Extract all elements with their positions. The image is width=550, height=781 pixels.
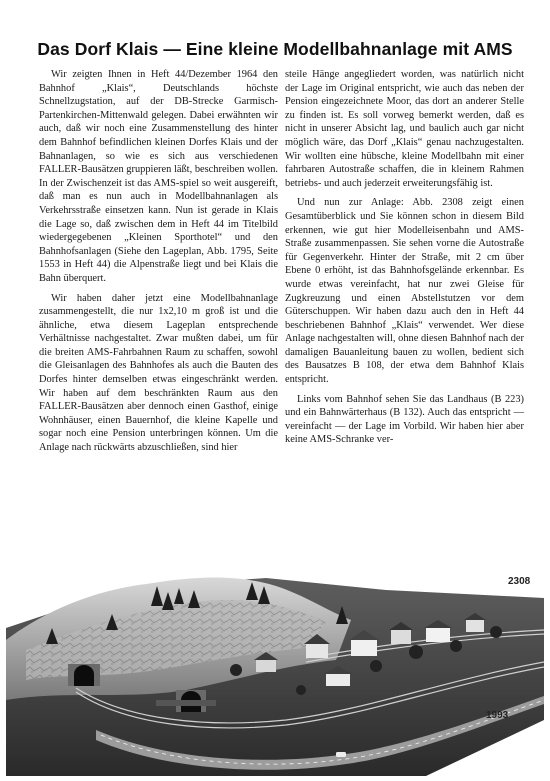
paragraph: Und nun zur Anlage: Abb. 2308 zeigt einen Gesamtüberblick und Sie können schon in diesem Bild erkennen, wie gut hier Modelleisenbahn und AMS-Straße zusammenpassen. Sie sehen vorne die Autostraße für Gegenverkehr. Hinter der Straße, mit 2 cm über Ebene 0 erhöht, ist das Bahnhofsgelände erkennbar. Es wurde etwas vereinfacht, hat nur zwei Gleise für Zugkreuzung und einen Abstellstutzen vor dem Güterschuppen. Wir haben dazu auch den in Heft 44 beschriebenen Bahnhof „Klais“ verwendet. Wer diese Anlage nachgestalten will, ohne diesen Bahnhof nach der damaligen Bauanleitung bauen zu wollen, bedient sich des Bausatzes B 108, der etwa dem Bahnhof Klais entspricht. [285,197,524,386]
article-title: Das Dorf Klais — Eine kleine Modellbahnanlage mit AMS [37,39,513,59]
right-column [285,68,524,447]
paragraph: Wir zeigten Ihnen in Heft 44/Dezember 1964 den Bahnhof „Klais“, Deutschlands höchste Schnellzugstation, auf der DB-Strecke Garmisch-Partenkirchen-Mittenwald gelegen. Dabei erwähnten wir auch, daß wir noch eine Zusammenstellung des hinter dem Bahnhof befindlichen kleinen Dorfes Klais und der Bahnanlagen, so wie es sich aus verschiedenen FALLER-Bausätzen gruppieren läßt, beschreiben wollen. In der Zwischenzeit ist das AMS-spiel so weit ausgereift, daß man es nun auch in Modellbahnanlagen als Verkehrsstraße einsetzen kann. Nun ist gerade in Klais die Lage so, daß zwischen dem in Heft 44 im Titelbild wiedergegebenen „Kleinen Sporthotel“ und den Bahnhofsanlagen (Siehe den Lageplan, Abb. 1795, Seite 1553 in Heft 44) die Alpenstraße liegt und bei Klais die Bahn überquert. [39,69,278,284]
car [336,752,346,757]
paragraph: steile Hänge angegliedert worden, was natürlich nicht der Lage im Original entspricht, wie auch das neben der Pension eingezeichnete Moor, das dort an anderer Stelle zu finden ist. Es soll vorweg bemerkt werden, daß es nicht in unserer Absicht lag, und baulich auch gar nicht möglich wäre, das Dorf „Klais“ genau nachzugestalten. Wir wollten eine hübsche, kleine Modellbahn mit einer fahrbaren Autostraße schaffen, die in kleinem Rahmen betriebs- und auch jederzeit erweiterungsfähig ist. [285,69,524,189]
left-column [39,68,278,455]
bridge [156,700,216,706]
figure-number: 2308 [508,576,531,587]
figure-reference: 1993 [486,710,509,721]
paragraph: Wir haben daher jetzt eine Modellbahnanlage zusammengestellt, die nur 1x2,10 m groß ist und die ähnliche, etwa diesem Lageplan entsprechende Verhältnisse nachgestaltet. Zwar mußten dabei, um für die breiten AMS-Fahrbahnen Raum zu schaffen, sowohl die Gleisanlagen des Bahnhofes als auch die Bauten des Dorfes hinter demselben etwas eingeschränkt werden. Wir haben auf dem beschränkten Raum aus den FALLER-Bausätzen aber dennoch einen Gasthof, einige Wohnhäuser, einen Bauernhof, die kleine Kapelle und sogar noch eine Pension unterbringen können. Um die Anlage nach rückwärts abzuschließen, sind hier [39,292,278,454]
paragraph: Links vom Bahnhof sehen Sie das Landhaus (B 223) und ein Bahnwärterhaus (B 132). Auch das entspricht — vereinfacht — der Lage im Vorbild. Wir haben hier aber keine AMS-Schranke ver- [285,393,524,446]
model-railway-photo [6,570,544,776]
